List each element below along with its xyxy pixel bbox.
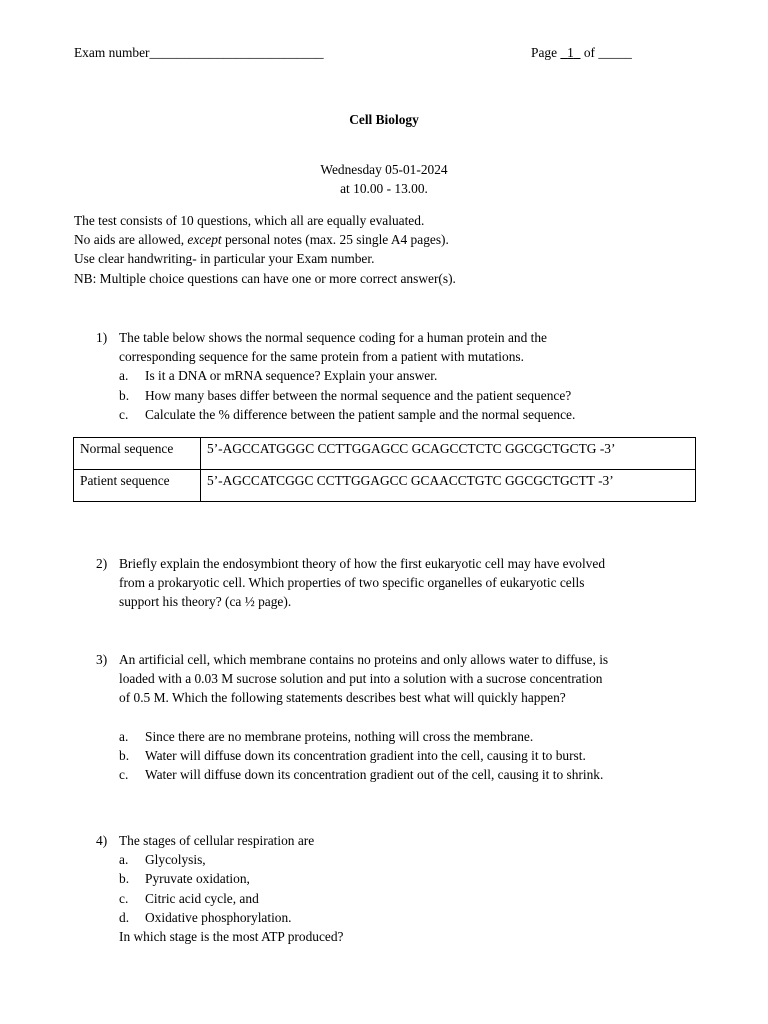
page-indicator	[531, 43, 632, 62]
sequence-cell: 5’-AGCCATCGGC CCTTGGAGCC GCAACCTGTC GGCGCTGCTT -3’	[201, 470, 696, 502]
question-2	[96, 554, 696, 612]
instruction-line: No aids are allowed, except personal notes (max. 25 single A4 pages).	[74, 232, 449, 248]
option-a: a. Glycolysis,	[119, 852, 206, 868]
exam-time: at 10.00 - 13.00.	[340, 181, 428, 197]
question-text: The table below shows the normal sequence coding for a human protein and the	[119, 330, 547, 345]
question-text: from a prokaryotic cell. Which properties of two specific organelles of eukaryotic cells	[119, 575, 585, 591]
table-row	[74, 470, 696, 502]
question-number: 4)	[96, 833, 108, 848]
of-blank: _____	[598, 45, 632, 60]
row-label: Patient sequence	[74, 470, 201, 502]
exam-number-blank: __________________________	[149, 45, 324, 60]
question-text: The stages of cellular respiration are	[119, 833, 315, 848]
option-c: c. Water will diffuse down its concentration gradient out of the cell, causing it to shrink.	[119, 767, 604, 783]
instruction-emphasis: except	[187, 232, 222, 248]
question-text: of 0.5 M. Which the following statements describes best what will quickly happen?	[119, 690, 566, 706]
page-label: Page	[531, 45, 558, 60]
question-text: In which stage is the most ATP produced?	[119, 929, 344, 945]
option-a: a. Since there are no membrane proteins, nothing will cross the membrane.	[119, 728, 534, 744]
option-d: d. Oxidative phosphorylation.	[119, 909, 292, 925]
question-text: An artificial cell, which membrane contains no proteins and only allows water to diffuse, is	[119, 652, 609, 667]
table-row	[74, 438, 696, 470]
exam-number-field	[74, 43, 324, 62]
sequence-cell: 5’-AGCCATGGGC CCTTGGAGCC GCAGCCTCTC GGCGCTGCTG -3’	[201, 438, 696, 470]
question-1	[96, 328, 696, 424]
sequence-table	[73, 437, 696, 502]
subquestion-a: a. Is it a DNA or mRNA sequence? Explain your answer.	[119, 368, 438, 384]
question-number: 1)	[96, 330, 108, 345]
exam-date: Wednesday 05-01-2024	[320, 162, 448, 177]
page-number: 1	[567, 45, 574, 60]
instruction-line: The test consists of 10 questions, which all are equally evaluated.	[74, 213, 425, 228]
exam-number-label: Exam number	[74, 45, 150, 60]
question-text: support his theory? (ca ½ page).	[119, 594, 292, 610]
question-3	[96, 650, 696, 784]
option-c: c. Citric acid cycle, and	[119, 890, 259, 906]
instruction-line: NB: Multiple choice questions can have one or more correct answer(s).	[74, 270, 456, 286]
question-text: loaded with a 0.03 M sucrose solution and put into a solution with a sucrose concentration	[119, 671, 603, 687]
subquestion-b: b. How many bases differ between the normal sequence and the patient sequence?	[119, 387, 572, 403]
of-label: of	[583, 45, 596, 60]
row-label: Normal sequence	[74, 438, 201, 470]
question-text: corresponding sequence for the same protein from a patient with mutations.	[119, 349, 524, 365]
page-title: Cell Biology	[349, 112, 419, 127]
subquestion-c: c. Calculate the % difference between the patient sample and the normal sequence.	[119, 406, 576, 422]
question-number: 3)	[96, 652, 108, 667]
question-4	[96, 831, 696, 946]
question-number: 2)	[96, 556, 108, 571]
question-text: Briefly explain the endosymbiont theory of how the first eukaryotic cell may have evolved	[119, 556, 606, 571]
instruction-line: Use clear handwriting- in particular your Exam number.	[74, 251, 375, 267]
option-b: b. Water will diffuse down its concentration gradient into the cell, causing it to burst.	[119, 748, 586, 763]
exam-instructions	[74, 211, 456, 288]
exam-date-block	[0, 160, 768, 198]
option-b: b. Pyruvate oxidation,	[119, 871, 250, 887]
